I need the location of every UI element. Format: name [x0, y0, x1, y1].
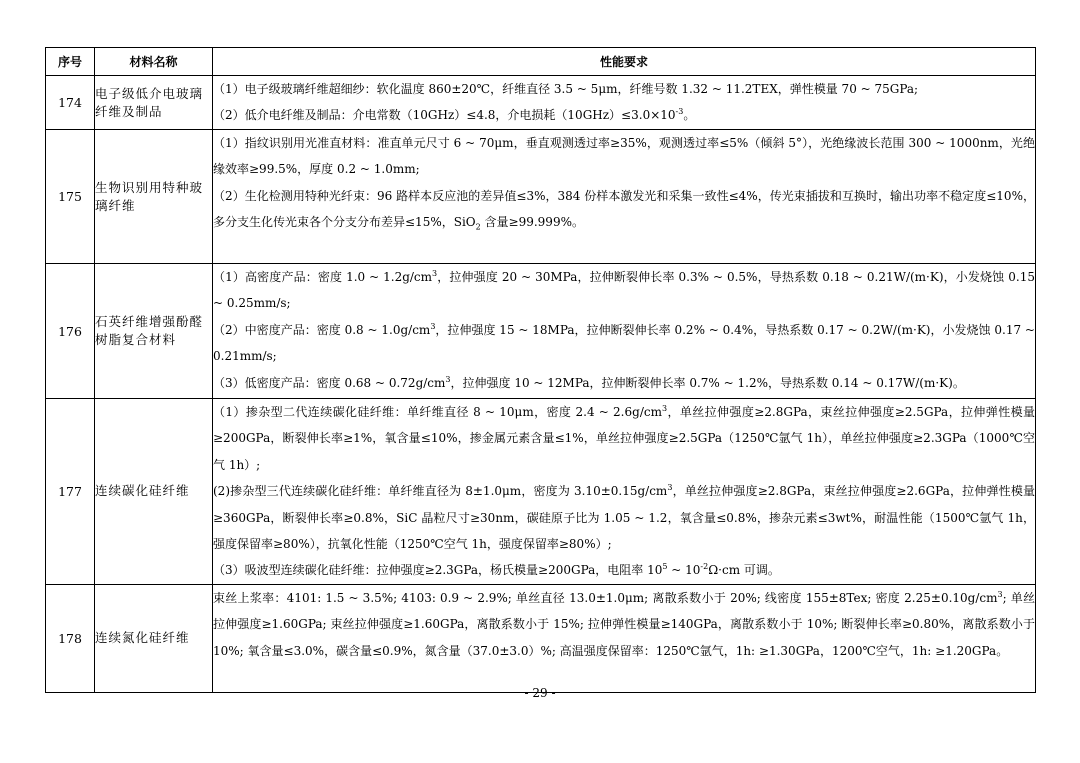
table-row — [46, 584, 1036, 692]
superscript: 3 — [997, 589, 1003, 599]
material-name: 电子级低介电玻璃纤维及制品 — [95, 76, 213, 130]
table-row — [46, 264, 1036, 399]
requirement-item: （3）吸波型连续碳化硅纤维：拉伸强度≥2.3GPa，杨氏模量≥200GPa，电阻率 $10^5$ ~ $10^{-2}\Omega\cdot cm$ 可调。 — [213, 562, 780, 578]
requirements-cell — [213, 264, 1036, 399]
requirement-item: （2）中密度产品：密度 0.8 ~ $1.0g/cm^3$，拉伸强度 15 ~ 18MPa，拉伸断裂伸长率 0.2% ~ 0.4%，导热系数 0.17 ~ 0.2W/(m·K)，小发烧蚀 0.17 ~ 0.21mm/s; — [213, 321, 1035, 364]
requirement-item: 束丝上浆率：4101: 1.5 ~ 3.5%; 4103: 0.9 ~ 2.9%; 单丝直径 13.0±1.0μm; 离散系数小于 20%; 线密度 155±8Tex; 密度 $2.25\pm 0.10g/cm^3$; 单丝拉伸强度≥1.60GPa; 束丝拉伸强度≥1.60GPa，离散系数小于 15%; 拉伸弹性模量≥140GPa，离散系数小于 10%; 断裂伸长率≥0.80%，离散系数小于 10%; 氧含量≤3.0%，碳含量≤0.9%，氮含量（37.0±3.0）%; 高温强度保留率：1250℃氩气，1h: ≥1.30GPa，1200℃空气，1h: ≥1.20GPa。 — [213, 589, 1036, 658]
requirement-item: （1）电子级玻璃纤维超细纱：软化温度 860±20℃，纤维直径 3.5 ~ 5μm，纤维号数 1.32 ~ 11.2TEX，弹性模量 70 ~ 75GPa; — [213, 82, 919, 96]
requirement-item: (2)掺杂型三代连续碳化硅纤维：单纤维直径为 8±1.0μm，密度为 $3.10\pm 0.15g/cm^3$，单丝拉伸强度≥2.8GPa，束丝拉伸强度≥2.6GPa，拉伸弹性模量≥360GPa，断裂伸长率≥0.8%，SiC 晶粒尺寸≥30nm，碳硅原子比为 1.05 ~ 1.2，氧含量≤0.8%，掺杂元素≤3wt%，耐温性能（1500℃氩气 1h，强度保留率≥80%），抗氧化性能（1250℃空气 1h，强度保留率≥80%）; — [213, 483, 1035, 552]
requirements-cell — [213, 130, 1036, 264]
subscript: 2 — [475, 222, 481, 232]
requirement-item: （2）生化检测用特种光纤束：96 路样本反应池的差异值≤3%，384 份样本激发光和采集一致性≤4%，传光束插拔和互换时，输出功率不稳定度≤10%，多分支生化传光束各个分支分布差异≤15%，SiO$_2$ 含量≥99.999%。 — [213, 188, 1035, 232]
table-header — [46, 48, 1036, 76]
header-material-name: 材料名称 — [95, 48, 213, 76]
requirements-cell — [213, 399, 1036, 585]
material-name: 生物识别用特种玻璃纤维 — [95, 130, 213, 264]
header-requirements: 性能要求 — [213, 48, 1036, 76]
row-number: 177 — [46, 399, 95, 585]
superscript: -3 — [675, 107, 684, 117]
requirement-item: （1）掺杂型二代连续碳化硅纤维：单纤维直径 8 ~ 10μm，密度 2.4 ~ $2.6g/cm^3$，单丝拉伸强度≥2.8GPa，束丝拉伸强度≥2.5GPa，拉伸弹性模量≥200GPa，断裂伸长率≥1%，氧含量≤10%，掺金属元素含量≤1%，单丝拉伸强度≥2.5GPa（1250℃氩气 1h），单丝拉伸强度≥2.3GPa（1000℃空气 1h）; — [213, 404, 1035, 472]
row-number: 174 — [46, 76, 95, 130]
table-row — [46, 399, 1036, 585]
table-row — [46, 130, 1036, 264]
requirement-item: （3）低密度产品：密度 0.68 ~ $0.72g/cm^3$，拉伸强度 10 ~ 12MPa，拉伸断裂伸长率 0.7% ~ 1.2%，导热系数 0.14 ~ 0.17W/(m·K)。 — [213, 374, 965, 390]
table-row — [46, 76, 1036, 130]
row-number: 178 — [46, 584, 95, 692]
superscript: -2 — [700, 562, 709, 572]
material-name: 连续氮化硅纤维 — [95, 584, 213, 692]
material-name: 连续碳化硅纤维 — [95, 399, 213, 585]
row-number: 175 — [46, 130, 95, 264]
requirement-item: （2）低介电纤维及制品：介电常数（10GHz）≤4.8，介电损耗$(10GHz)\le 3.0\times 10^{-3}$。 — [213, 107, 696, 123]
superscript: 3 — [430, 321, 436, 331]
superscript: 3 — [432, 269, 438, 278]
superscript: 3 — [445, 374, 451, 384]
material-spec-table — [45, 47, 1036, 693]
page-number: - 29 - — [524, 686, 556, 700]
requirement-item: （1）高密度产品：密度 1.0 ~ $1.2g/cm^3$，拉伸强度 20 ~ 30MPa，拉伸断裂伸长率 0.3% ~ 0.5%，导热系数 0.18 ~ 0.21W/(m·K)，小发烧蚀 0.15 ~ 0.25mm/s; — [213, 269, 1035, 311]
requirements-cell — [213, 584, 1036, 692]
requirements-cell — [213, 76, 1036, 130]
material-name: 石英纤维增强酚醛树脂复合材料 — [95, 264, 213, 399]
superscript: 5 — [662, 562, 668, 572]
superscript: 3 — [667, 483, 673, 493]
row-number: 176 — [46, 264, 95, 399]
requirement-item: （1）指纹识别用光准直材料：准直单元尺寸 6 ~ 70μm，垂直观测透过率≥35%，观测透过率≤5%（倾斜 5°），光绝缘波长范围 300 ~ 1000nm，光绝缘效率≥99.5%，厚度 0.2 ~ 1.0mm; — [213, 136, 1035, 177]
header-no: 序号 — [46, 48, 95, 76]
superscript: 3 — [661, 404, 668, 413]
